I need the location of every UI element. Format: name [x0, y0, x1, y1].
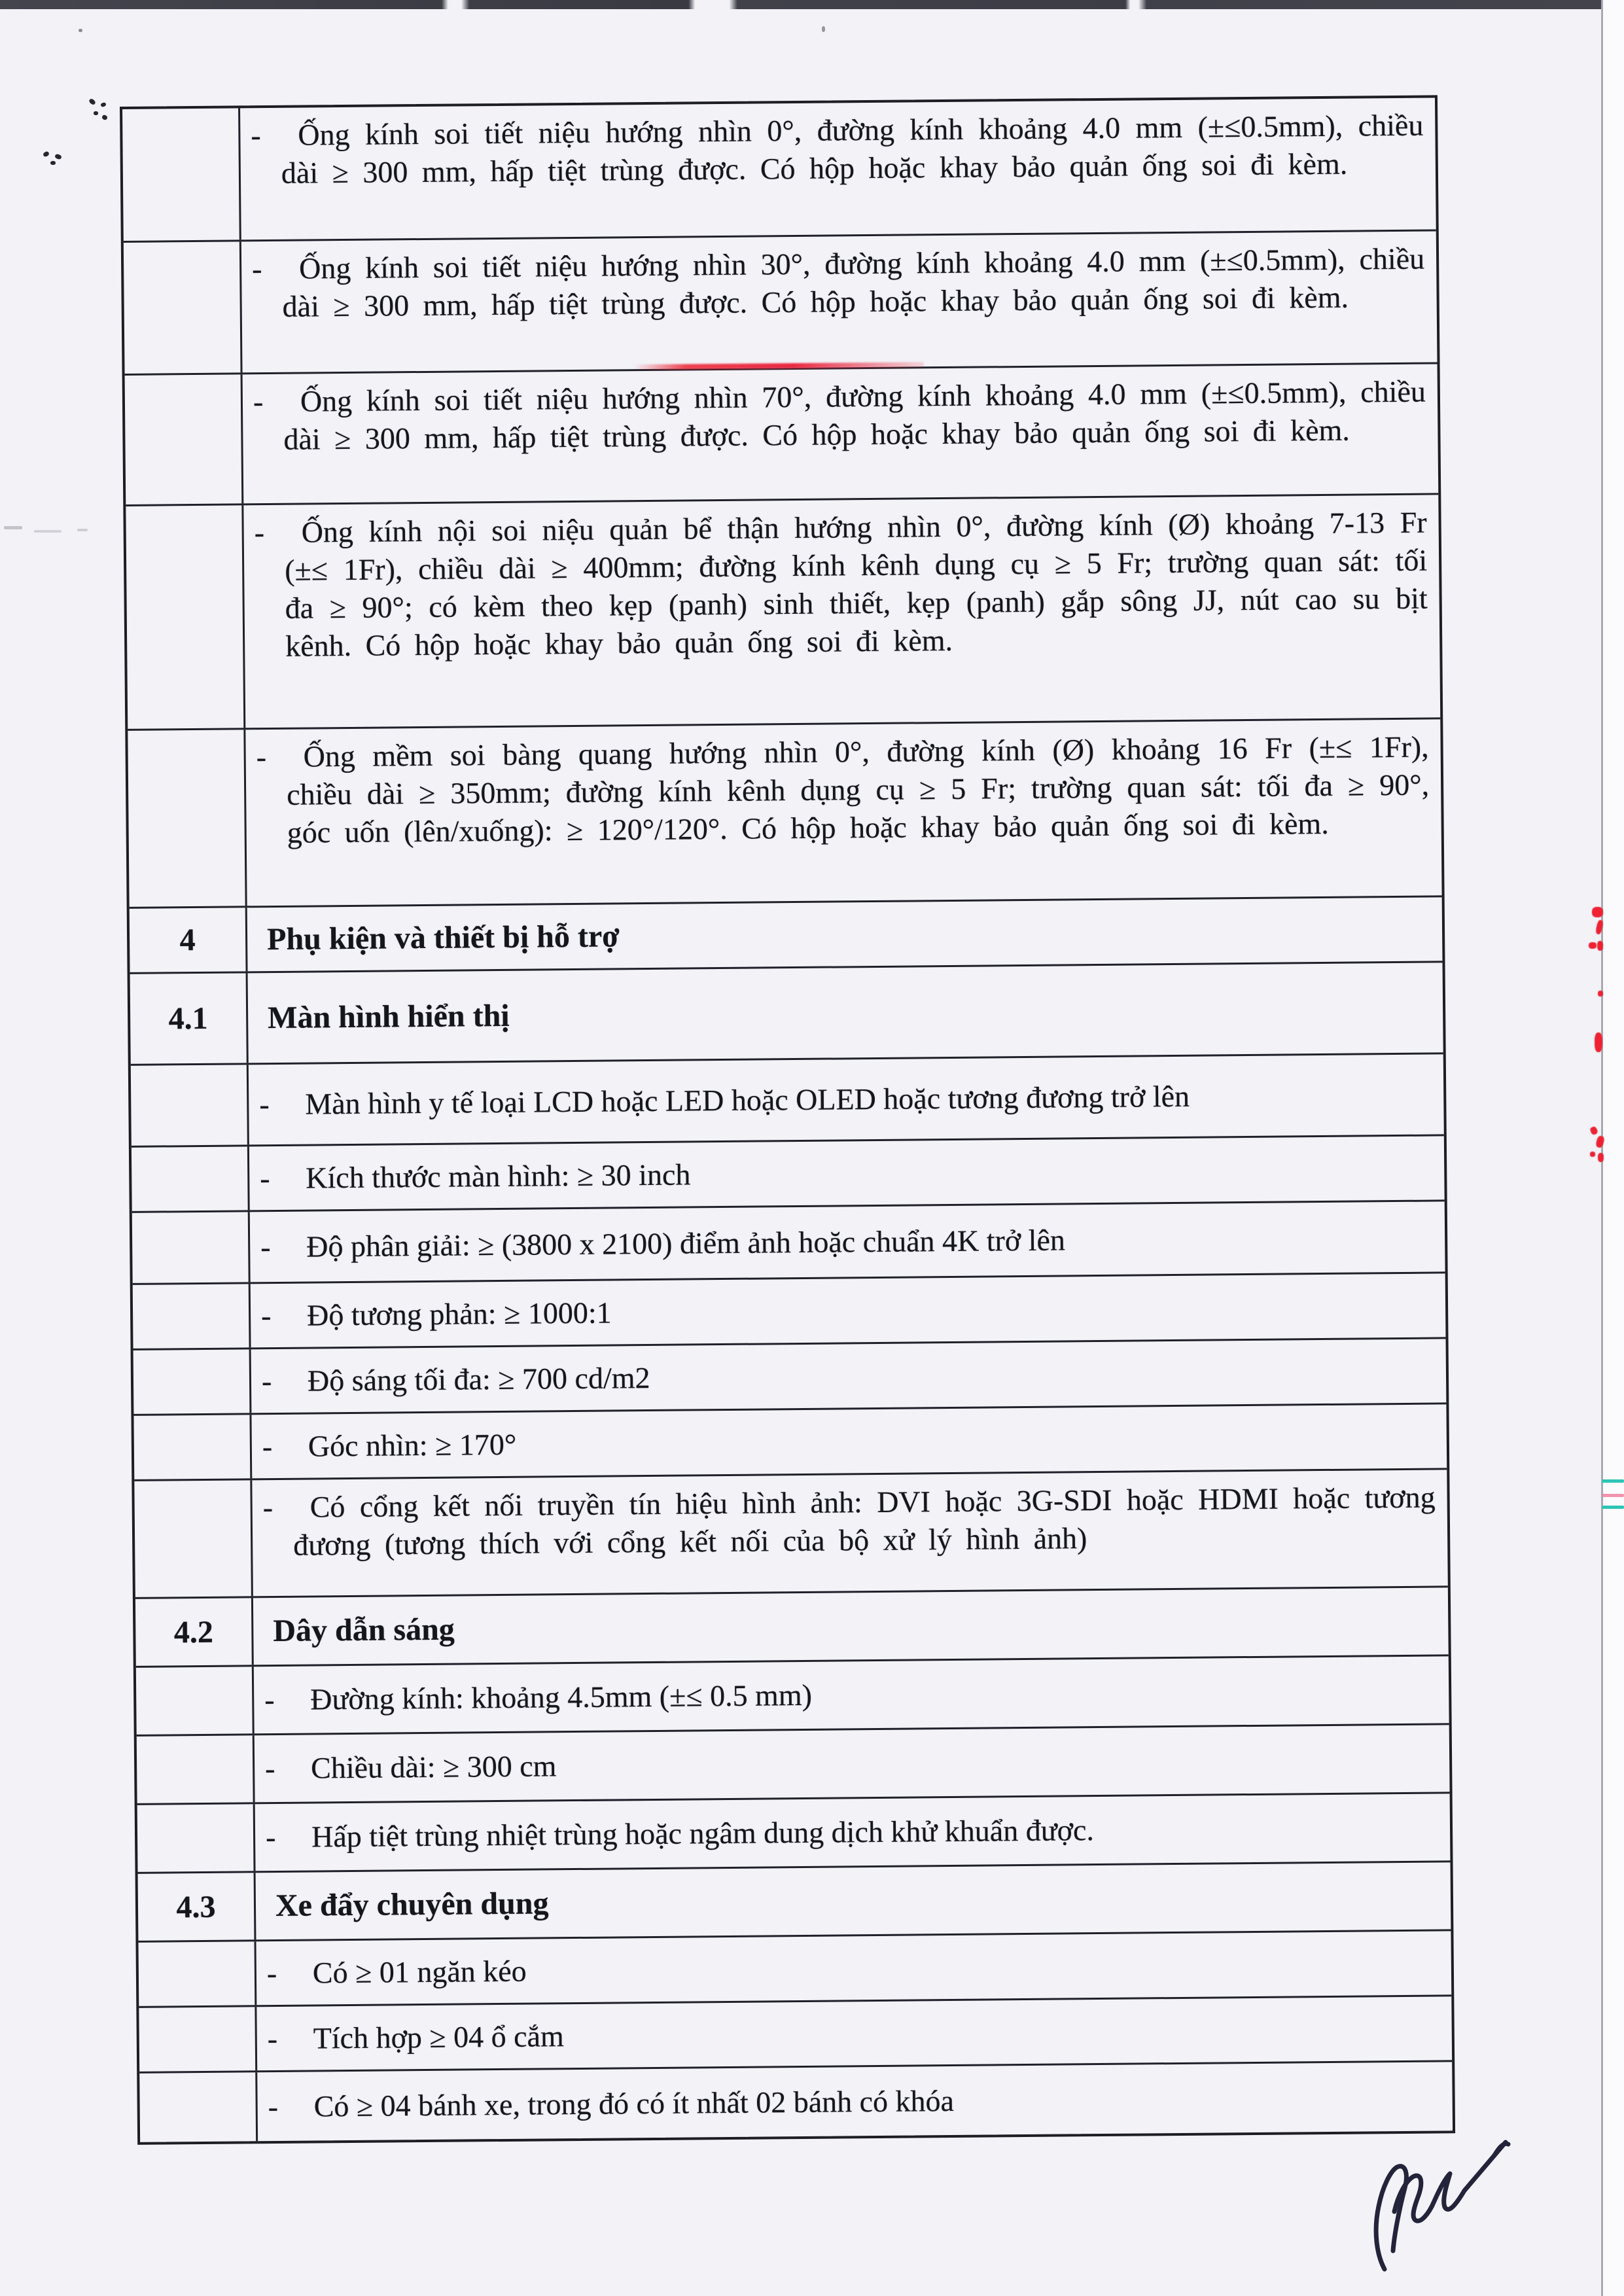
spec-text-cell [249, 1136, 1445, 1210]
table-row [130, 963, 1443, 1066]
spec-text: Ống mềm soi bàng quang hướng nhìn 0°, đường kính (Ø) khoảng 16 Fr (±≤ 1Fr), chiều dài ≥ 350mm; đường kính kênh dụng cụ ≥ 5 Fr; trường quan sát: tối đa ≥ 90°, góc uốn (lên/xuống): ≥ 120°/120°. Có hộp hoặc khay bảo quản ống soi đi kèm. [286, 730, 1430, 849]
table-row [122, 97, 1436, 242]
ink-speck [50, 161, 56, 165]
row-number [126, 505, 245, 729]
spec-text-cell [247, 897, 1443, 971]
bullet-dash: - [259, 1087, 270, 1122]
row-number: 4.3 [138, 1873, 256, 1941]
row-number [124, 241, 243, 374]
row-number [138, 1941, 256, 2006]
row-number [137, 1735, 255, 1803]
spec-text-cell [251, 1273, 1446, 1347]
bullet-dash: - [264, 1752, 275, 1786]
spec-text: Có ≥ 04 bánh xe, trong đó có ít nhất 02 bánh có khóa [313, 2083, 955, 2123]
bullet-dash: - [268, 2089, 279, 2123]
row-number: 4.2 [135, 1598, 254, 1666]
table-row [125, 364, 1439, 506]
spec-text: Hấp tiệt trùng nhiệt trùng hoặc ngâm dung dịch khử khuẩn được. [311, 1813, 1095, 1854]
ink-speck [822, 26, 825, 32]
bullet-dash: - [266, 1956, 277, 1990]
scanner-dark-edge [0, 0, 1624, 9]
spec-text-cell [256, 1862, 1451, 1939]
bullet-dash: - [260, 1229, 271, 1263]
spec-text: Có cổng kết nối truyền tín hiệu hình ảnh: DVI hoặc 3G-SDI hoặc HDMI hoặc tương đương (tương thích với cổng kết nối của bộ xử lý hình ảnh) [292, 1480, 1436, 1562]
bullet-dash: - [262, 1491, 274, 1525]
spec-text: Kích thước màn hình: ≥ 30 inch [306, 1157, 691, 1195]
spec-text-cell [257, 2062, 1453, 2141]
row-number [132, 1212, 251, 1283]
pink-bleed-line [1602, 1494, 1624, 1497]
bullet-dash: - [251, 118, 261, 152]
page-edge-line [1601, 0, 1603, 2296]
teal-bleed-line [1602, 1506, 1624, 1509]
spec-text-cell [252, 1470, 1447, 1596]
bullet-dash: - [260, 1161, 270, 1195]
row-number [131, 1065, 249, 1146]
red-annotation [1590, 1152, 1595, 1157]
table-row [132, 1136, 1445, 1213]
table-row [139, 2062, 1453, 2142]
spec-text: Tích hợp ≥ 04 ổ cắm [313, 2019, 564, 2055]
table-row [134, 1470, 1447, 1598]
table-row [133, 1273, 1446, 1351]
bullet-dash: - [251, 252, 262, 286]
bullet-dash: - [261, 1364, 272, 1398]
ink-speck [43, 150, 50, 158]
spec-text-cell [254, 1656, 1449, 1733]
red-annotation [1589, 942, 1597, 949]
bullet-dash: - [256, 740, 267, 774]
spec-text-cell [256, 1931, 1451, 2005]
spec-text: Đường kính: khoảng 4.5mm (±≤ 0.5 mm) [310, 1678, 813, 1716]
row-number [133, 1349, 252, 1414]
table-row [139, 1996, 1452, 2074]
table-row [133, 1404, 1447, 1481]
table-row [135, 1587, 1449, 1668]
bullet-dash: - [267, 2021, 278, 2055]
table-row [126, 495, 1440, 730]
red-annotation [1592, 907, 1603, 917]
spec-text-cell [250, 1201, 1445, 1282]
spec-text-cell [253, 1587, 1449, 1665]
table-row [137, 1793, 1451, 1874]
spec-text: Chiều dài: ≥ 300 cm [310, 1749, 557, 1785]
row-number [122, 108, 241, 241]
row-number [134, 1480, 253, 1597]
spec-text: Màn hình y tế loại LCD hoặc LED hoặc OLED hoặc tương đương trở lên [305, 1079, 1190, 1121]
table-row [132, 1201, 1445, 1285]
spec-text-cell [251, 1339, 1447, 1413]
table-row [131, 1054, 1444, 1148]
bullet-dash: - [254, 516, 265, 550]
spec-text: Độ phân giải: ≥ (3800 x 2100) điểm ảnh hoặc chuẩn 4K trở lên [306, 1222, 1066, 1263]
ink-speck [79, 29, 82, 32]
signature-mark [1356, 2134, 1513, 2275]
table-row [124, 231, 1438, 375]
ink-speck [94, 111, 98, 115]
row-number [139, 2007, 257, 2072]
spec-text-cell [243, 495, 1440, 728]
bullet-dash: - [253, 385, 264, 419]
spec-text-cell [240, 97, 1436, 239]
red-annotation [1597, 941, 1603, 951]
pencil-dash [4, 526, 22, 529]
row-number [125, 374, 244, 504]
ink-speck [54, 154, 62, 160]
page-edge-strip [1603, 0, 1624, 2296]
ink-speck [100, 102, 107, 107]
row-number [132, 1146, 250, 1211]
red-annotation [1589, 1125, 1598, 1135]
bullet-dash: - [262, 1429, 273, 1463]
spec-table [120, 95, 1455, 2144]
table-row [136, 1656, 1449, 1737]
bullet-dash: - [260, 1298, 272, 1332]
bullet-dash: - [265, 1820, 276, 1854]
spec-text: Ống kính soi tiết niệu hướng nhìn 30°, đường kính khoảng 4.0 mm (±≤0.5mm), chiều dài ≥ 300 mm, hấp tiệt trùng được. Có hộp hoặc khay bảo quản ống soi đi kèm. [282, 241, 1425, 323]
table-row [138, 1862, 1451, 1943]
table-row [128, 719, 1441, 908]
row-number: 4.1 [130, 973, 249, 1064]
spec-text: Độ tương phản: ≥ 1000:1 [306, 1296, 612, 1332]
spec-text: Có ≥ 01 ngăn kéo [312, 1954, 527, 1990]
spec-text-cell [249, 1054, 1444, 1144]
row-number [139, 2072, 258, 2142]
ink-speck [101, 114, 108, 120]
red-annotation [1595, 1033, 1602, 1052]
row-number [137, 1804, 256, 1872]
spec-text: Xe đẩy chuyên dụng [275, 1886, 549, 1924]
row-number [136, 1667, 255, 1735]
red-annotation [1598, 991, 1603, 997]
spec-text: Góc nhìn: ≥ 170° [308, 1427, 517, 1463]
spec-text: Ống kính nội soi niệu quản bể thận hướng nhìn 0°, đường kính (Ø) khoảng 7-13 Fr (±≤ 1Fr), chiều dài ≥ 400mm; đường kính kênh dụng cụ ≥ 5 Fr; trường quan sát: tối đa ≥ 90°; có kèm theo kẹp (panh) sinh thiết, kẹp (panh) gắp sông JJ, nút cao su bịt kênh. Có hộp hoặc khay bảo quản ống soi đi kèm. [284, 505, 1428, 663]
spec-text: Dây dẫn sáng [273, 1612, 455, 1649]
row-number [128, 730, 247, 907]
table-row [138, 1931, 1451, 2008]
ink-speck [88, 98, 96, 106]
spec-text: Ống kính soi tiết niệu hướng nhìn 0°, đường kính khoảng 4.0 mm (±≤0.5mm), chiều dài ≥ 300 mm, hấp tiệt trùng được. Có hộp hoặc khay bảo quản ống soi đi kèm. [281, 108, 1424, 190]
spec-text-cell [243, 364, 1439, 503]
teal-bleed-line [1602, 1479, 1624, 1483]
row-number [133, 1415, 252, 1479]
spec-table-wrap [120, 95, 1455, 2144]
pencil-dash [34, 530, 62, 533]
spec-text-cell [255, 1793, 1451, 1871]
spec-text: Độ sáng tối đa: ≥ 700 cd/m2 [307, 1360, 650, 1398]
spec-text-cell [241, 231, 1438, 372]
table-row [137, 1725, 1450, 1805]
row-number [133, 1284, 251, 1349]
row-number: 4 [130, 908, 248, 972]
spec-text-cell [251, 1404, 1447, 1478]
red-annotation [1598, 1153, 1604, 1162]
pencil-dash [77, 529, 88, 531]
table-row [133, 1339, 1447, 1416]
spec-text: Màn hình hiển thị [267, 998, 510, 1035]
spec-text-cell [245, 719, 1441, 906]
spec-text-cell [256, 1996, 1452, 2070]
table-row [130, 897, 1443, 974]
spec-text-cell [248, 963, 1443, 1063]
spec-text: Ống kính soi tiết niệu hướng nhìn 70°, đường kính khoảng 4.0 mm (±≤0.5mm), chiều dài ≥ 300 mm, hấp tiệt trùng được. Có hộp hoặc khay bảo quản ống soi đi kèm. [283, 374, 1426, 456]
spec-text-cell [255, 1725, 1450, 1802]
bullet-dash: - [264, 1683, 275, 1717]
spec-text: Phụ kiện và thiết bị hỗ trợ [266, 918, 620, 957]
